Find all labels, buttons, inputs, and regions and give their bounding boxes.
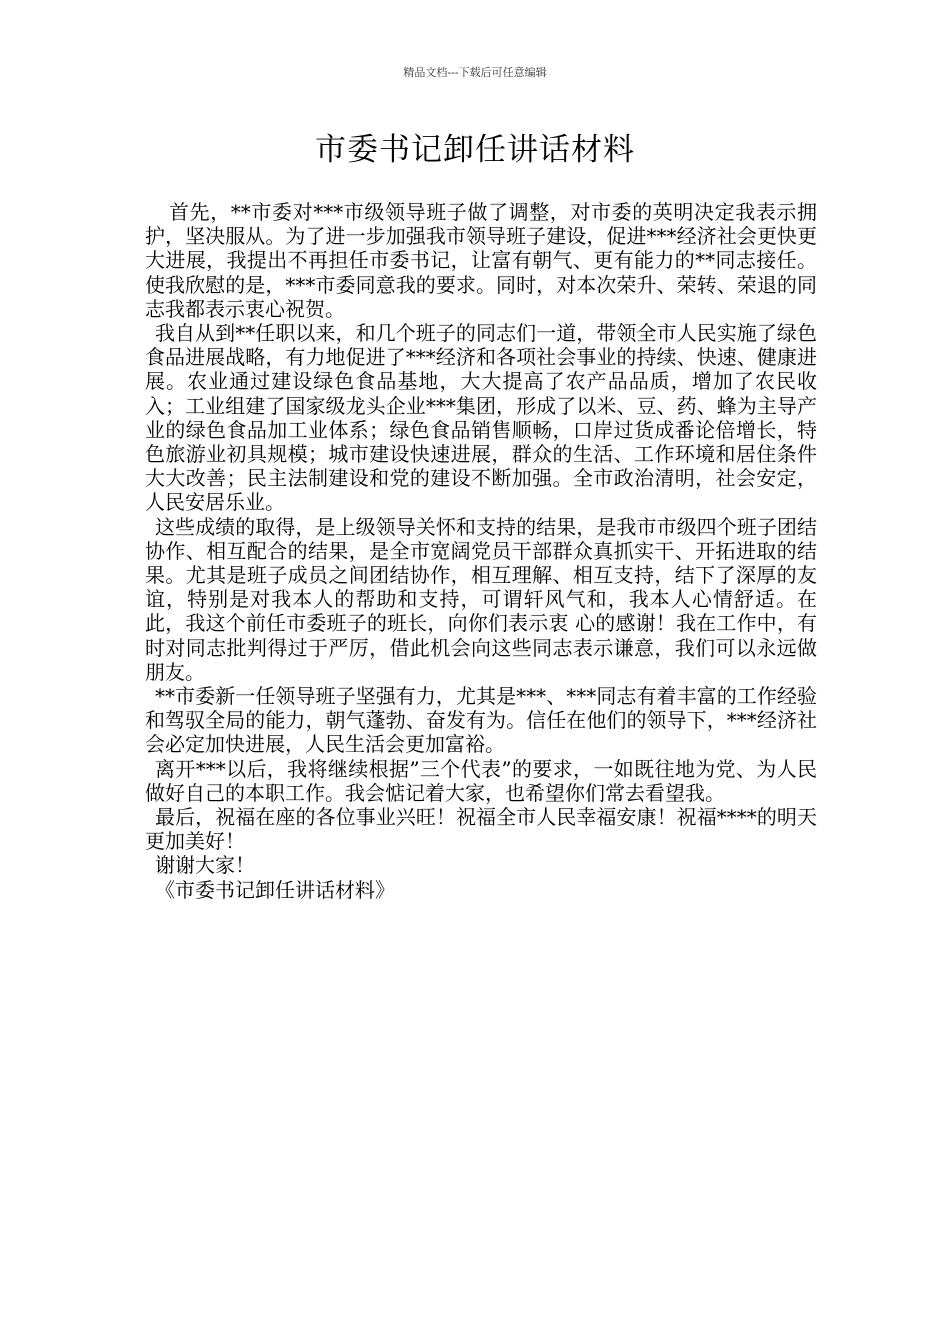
paragraph-new-leadership: **市委新一任领导班子坚强有力，尤其是***、***同志有着丰富的工作经验和驾驭全局的能力，朝气蓬勃、奋发有为。信任在他们的领导下，***经济社会必定加快进展，人民生活会更加富裕。	[145, 684, 817, 757]
paragraph-blessing: 最后，祝福在座的各位事业兴旺！祝福全市人民幸福安康！祝福****的明天更加美好！	[145, 805, 817, 854]
document-title: 市委书记卸任讲话材料	[315, 132, 635, 168]
paragraph-achievements: 我自从到**任职以来，和几个班子的同志们一道，带领全市人民实施了绿色食品进展战略，有力地促进了***经济和各项社会事业的持续、快速、健康进展。农业通过建设绿色食品基地，大大提高了农产品品质，增加了农民收入；工业组建了国家级龙头企业***集团，形成了以米、豆、药、蜂为主导产业的绿色食品加工业体系；绿色食品销售顺畅，口岸过货成番论倍增长，特色旅游业初具规模；城市建设快速进展，群众的生活、工作环境和居住条件大大改善；民主法制建设和党的建设不断加强。全市政治清明，社会安定，人民安居乐业。	[145, 321, 817, 515]
paragraph-gratitude: 这些成绩的取得，是上级领导关怀和支持的结果，是我市市级四个班子团结协作、相互配合的结果，是全市宽阔党员干部群众真抓实干、开拓进取的结果。尤其是班子成员之间团结协作，相互理解、相互支持，结下了深厚的友谊，特别是对我本人的帮助和支持，可谓轩风气和，我本人心情舒适。在此，我这个前任市委班子的班长，向你们表示衷 心的感谢！我在工作中，有时对同志批判得过于严厉，借此机会向这些同志表示谦意，我们可以永远做朋友。	[145, 514, 817, 684]
page-header-note: 精品文档---下载后可任意编辑	[403, 66, 547, 79]
paragraph-thanks: 谢谢大家！	[155, 853, 255, 878]
paragraph-farewell: 离开***以后，我将继续根据”三个代表”的要求，一如既往地为党、为人民做好自己的本职工作。我会惦记着大家，也希望你们常去看望我。	[145, 756, 817, 805]
paragraph-opening: 首先，**市委对***市级领导班子做了调整，对市委的英明决定我表示拥护，坚决服从。为了进一步加强我市领导班子建设，促进***经济社会更快更大进展，我提出不再担任市委书记，让富有朝气、更有能力的**同志接任。使我欣慰的是，***市委同意我的要求。同时，对本次荣升、荣转、荣退的同志我都表示衷心祝贺。	[145, 200, 817, 321]
document-body	[145, 200, 817, 902]
paragraph-closing-title: 《市委书记卸任讲话材料》	[155, 877, 395, 902]
